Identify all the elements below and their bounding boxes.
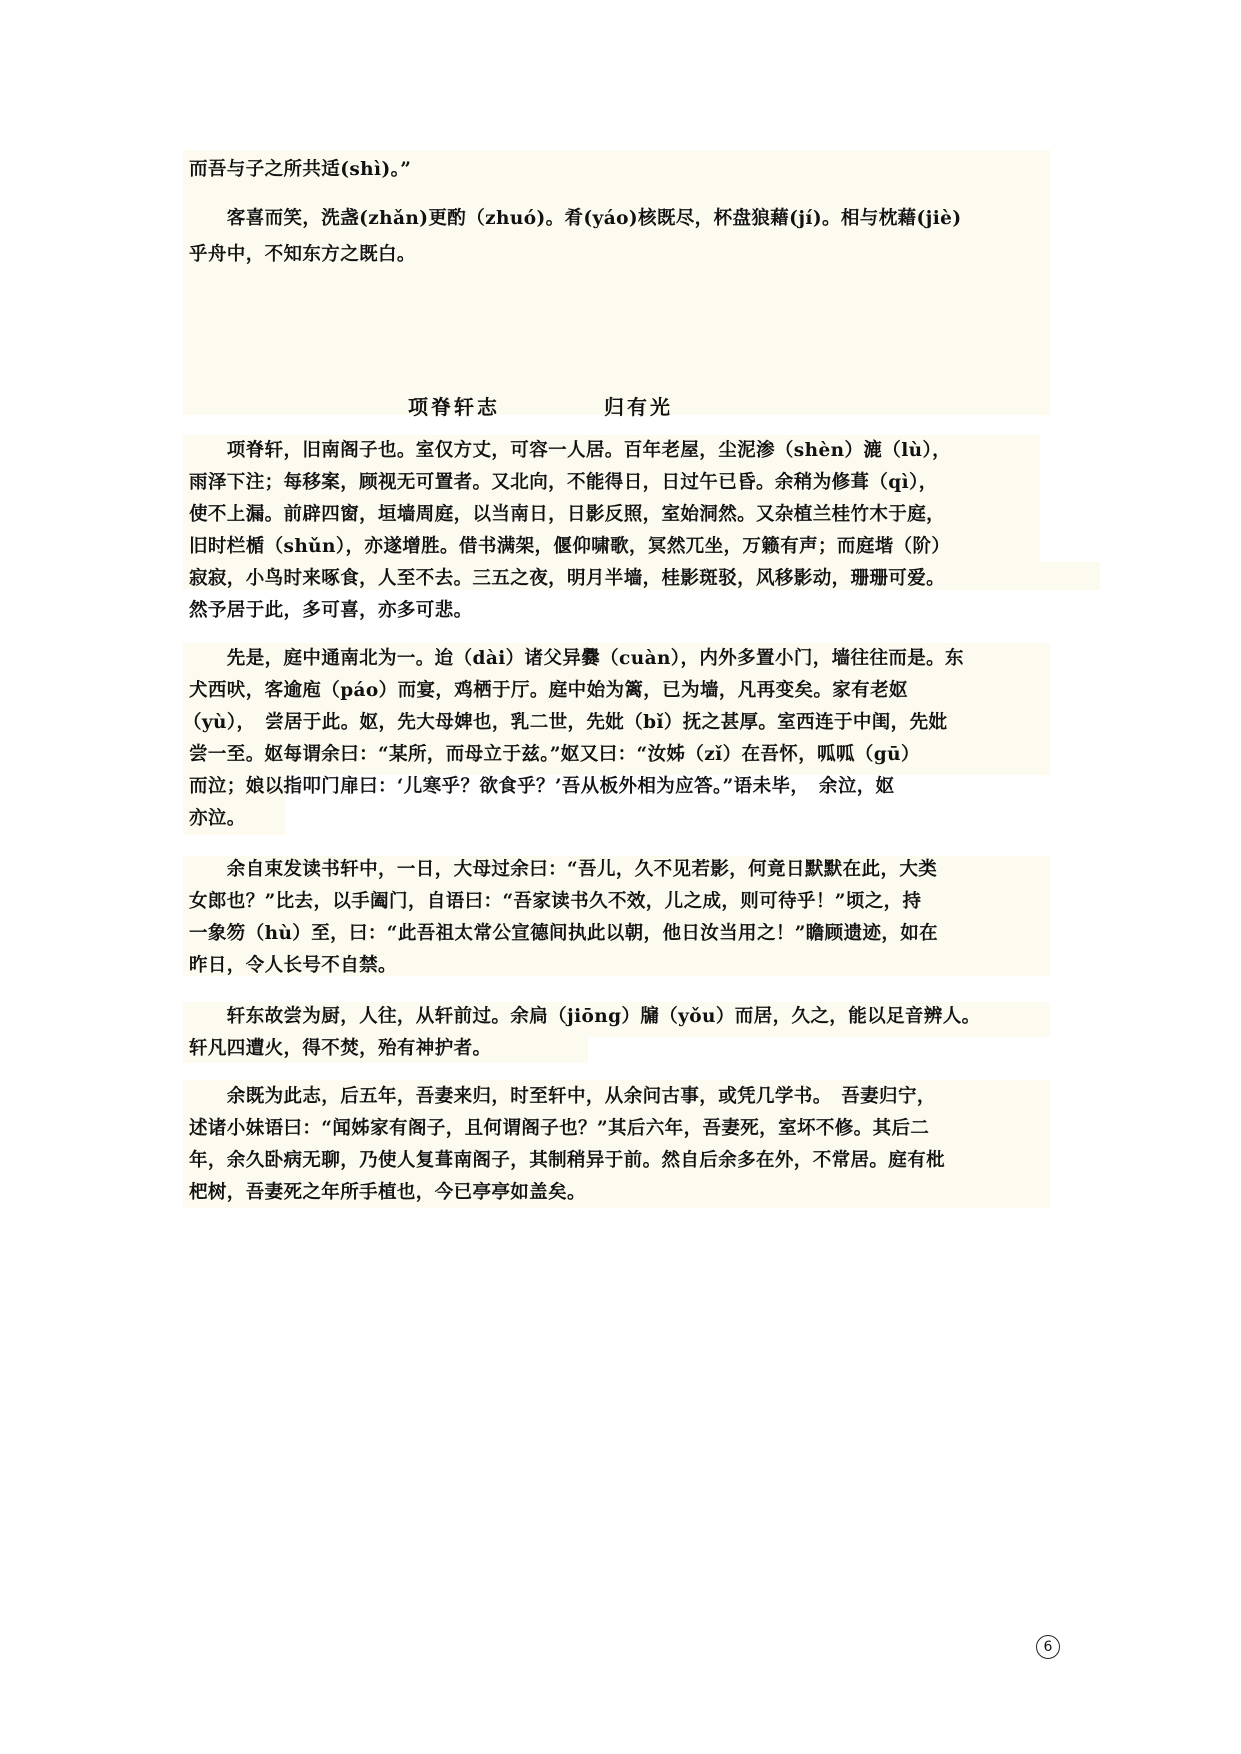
paragraph-3-line: 女郎也？”比去，以手阖门，自语曰：“吾家读书久不效，儿之成，则可待乎！”顷之，持 [189, 891, 922, 912]
passage1-line: 而吾与子之所共适(shì)。” [189, 159, 412, 180]
paragraph-2-line: 犬西吠，客逾庖（páo）而宴，鸡栖于厅。庭中始为篱，已为墙，凡再变矣。家有老妪 [189, 680, 908, 701]
paragraph-3-line: 昨日，令人长号不自禁。 [189, 955, 397, 976]
paragraph-2-line: 尝一至。妪每谓余曰：“某所，而母立于兹。”妪又曰：“汝姊（zǐ）在吾怀，呱呱（gū） [189, 744, 920, 765]
passage1-line: 乎舟中，不知东方之既白。 [189, 244, 416, 265]
paragraph-4-line: 轩凡四遭火，得不焚，殆有神护者。 [189, 1038, 492, 1059]
paragraph-5-line: 年，余久卧病无聊，乃使人复葺南阁子，其制稍异于前。然自后余多在外，不常居。庭有枇 [189, 1150, 946, 1171]
paragraph-1-line: 使不上漏。前辟四窗，垣墙周庭，以当南日，日影反照，室始洞然。又杂植兰桂竹木于庭， [189, 504, 946, 525]
paragraph-1-line: 项脊轩，旧南阁子也。室仅方丈，可容一人居。百年老屋，尘泥渗（shèn）漉（lù）， [189, 440, 952, 461]
paragraph-3-line: 一象笏（hù）至，曰：“此吾祖太常公宣德间执此以朝，他日汝当用之！”瞻顾遗迹，如在 [189, 923, 939, 944]
paragraph-1-line: 寂寂，小鸟时来啄食，人至不去。三五之夜，明月半墙，桂影斑驳，风移影动，珊珊可爱。 [189, 568, 946, 589]
paragraph-2-line: （yù）， 尝居于此。妪，先大母婢也，乳二世，先妣（bǐ）抚之甚厚。室西连于中闺，先妣 [183, 712, 948, 733]
page-number: 6 [1036, 1635, 1060, 1659]
paragraph-1-line: 旧时栏楯（shǔn），亦遂增胜。借书满架，偃仰啸歌，冥然兀坐，万籁有声；而庭堦（阶） [189, 536, 951, 557]
paragraph-5-line: 述诸小妹语曰：“闻姊家有阁子，且何谓阁子也？”其后六年，吾妻死，室坏不修。其后二 [189, 1118, 930, 1139]
paragraph-3-line: 余自束发读书轩中，一日，大母过余曰：“吾儿，久不见若影，何竟日默默在此，大类 [189, 859, 938, 880]
essay-title: 项脊轩志 [408, 395, 500, 419]
highlight-band-top [183, 150, 1050, 415]
essay-author: 归有光 [604, 395, 673, 419]
paragraph-4-line: 轩东故尝为厨，人往，从轩前过。余扃（jiōng）牖（yǒu）而居，久之，能以足音辨人。 [189, 1006, 981, 1027]
paragraph-2-line: 而泣；娘以指叩门扉曰：‘儿寒乎？欲食乎？’吾从板外相为应答。”语未毕， 余泣，妪 [189, 776, 895, 797]
paragraph-1-line: 然予居于此，多可喜，亦多可悲。 [189, 600, 473, 621]
paragraph-2-line: 亦泣。 [189, 808, 246, 829]
paragraph-2-line: 先是，庭中通南北为一。迨（dài）诸父异爨（cuàn），内外多置小门，墙往往而是。东 [189, 648, 964, 669]
paragraph-1-line: 雨泽下注；每移案，顾视无可置者。又北向，不能得日，日过午已昏。余稍为修葺（qì）， [189, 472, 938, 493]
paragraph-5-line: 余既为此志，后五年，吾妻来归，时至轩中，从余问古事，或凭几学书。 吾妻归宁， [189, 1086, 936, 1107]
passage1-line: 客喜而笑，洗盏(zhǎn)更酌（zhuó)。肴(yáo)核既尽，杯盘狼藉(jí)。相与枕藉(jiè) [189, 208, 962, 229]
paragraph-5-line: 杷树，吾妻死之年所手植也，今已亭亭如盖矣。 [189, 1182, 586, 1203]
